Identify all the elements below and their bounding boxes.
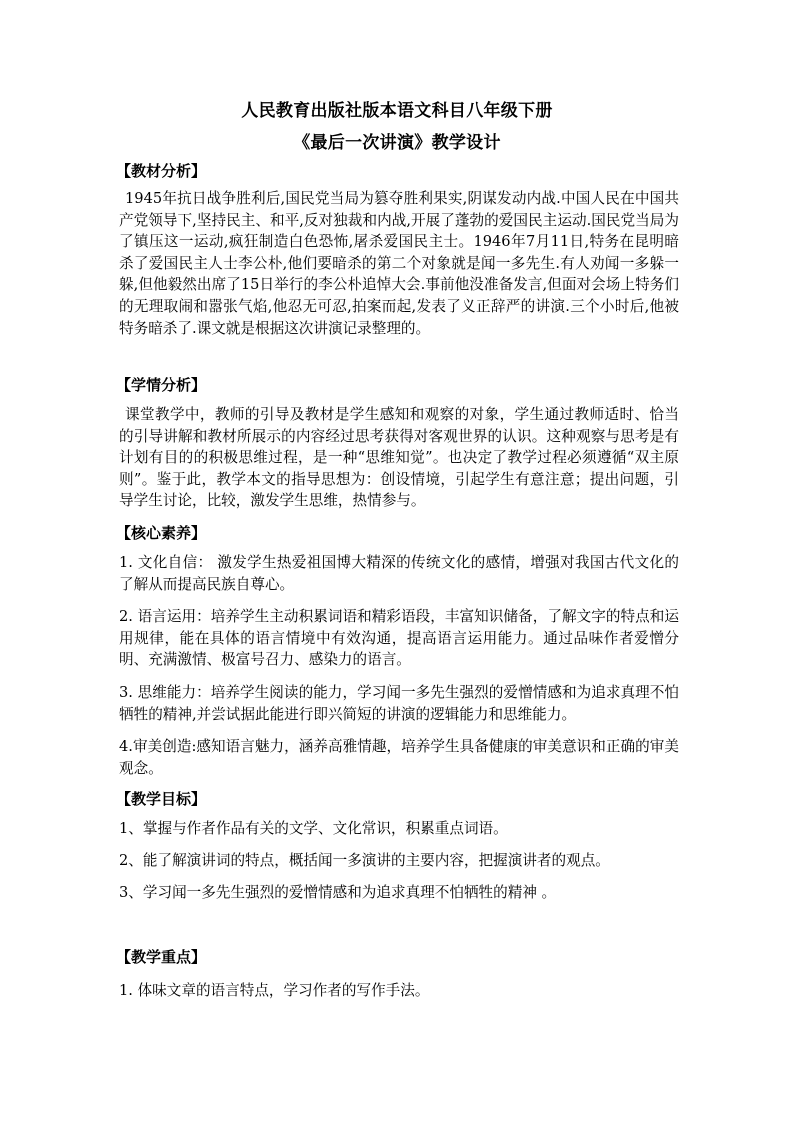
list-item-core-literacy-3: 3. 思维能力：培养学生阅读的能力，学习闻一多先生强烈的爱憎情感和为追求真理不怕牺牲的精神,并尝试据此能进行即兴简短的讲演的逻辑能力和思维能力。 xyxy=(119,684,679,723)
section-heading-textbook-analysis: 【教材分析】 xyxy=(116,162,207,180)
list-item-core-literacy-4: 4.审美创造:感知语言魅力，涵养高雅情趣，培养学生具备健康的审美意识和正确的审美观念。 xyxy=(119,738,679,777)
section-heading-teaching-goals: 【教学目标】 xyxy=(116,790,207,808)
paragraph-textbook-analysis: 1945年抗日战争胜利后,国民党当局为篡夺胜利果实,阴谋发动内战.中国人民在中国共产党领导下,坚持民主、和平,反对独裁和内战,开展了蓬勃的爱国民主运动.国民党当局为了镇压这一运动,疯狂制造白色恐怖,屠杀爱国民主士。1946年7月11日,特务在昆明暗杀了爱国民主人士李公朴,他们要暗杀的第二个对象就是闻一多先生.有人劝闻一多躲一躲,但他毅然出席了15日举行的李公朴追悼大会.事前他没准备发言,但面对会场上特务们的无理取闹和嚣张气焰,他忍无可忍,拍案而起,发表了义正辞严的讲演.三个小时后,他被特务暗杀了.课文就是根据这次讲演记录整理的。 xyxy=(119,190,679,337)
list-item-core-literacy-2: 2. 语言运用：培养学生主动积累词语和精彩语段，丰富知识储备，了解文字的特点和运用规律，能在具体的语言情境中有效沟通，提高语言运用能力。通过品味作者爱憎分明、充满激情、极富号召力、感染力的语言。 xyxy=(119,608,679,669)
document-subtitle: 《最后一次讲演》教学设计 xyxy=(293,133,501,153)
list-item-teaching-goal-2: 2、能了解演讲词的特点，概括闻一多演讲的主要内容，把握演讲者的观点。 xyxy=(119,852,610,869)
list-item-core-literacy-1: 1. 文化自信： 激发学生热爱祖国博大精深的传统文化的感情，增强对我国古代文化的了解从而提高民族自尊心。 xyxy=(119,554,679,593)
list-item-teaching-goal-1: 1、掌握与作者作品有关的文学、文化常识，积累重点词语。 xyxy=(119,820,508,837)
paragraph-learner-analysis: 课堂教学中，教师的引导及教材是学生感知和观察的对象，学生通过教师适时、恰当的引导讲解和教材所展示的内容经过思考获得对客观世界的认识。这种观察与思考是有计划有目的的积极思维过程，是一种“思维知觉”。也决定了教学过程必须遵循“双主原则”。鉴于此，教学本文的指导思想为：创设情境，引起学生有意注意；提出问题，引导学生讨论，比较，激发学生思维，热情参与。 xyxy=(119,406,679,510)
list-item-teaching-goal-3: 3、学习闻一多先生强烈的爱憎情感和为追求真理不怕牺牲的精神 。 xyxy=(119,884,557,901)
section-heading-learner-analysis: 【学情分析】 xyxy=(116,376,207,394)
section-heading-core-literacy: 【核心素养】 xyxy=(116,524,207,542)
list-item-teaching-focus-1: 1. 体味文章的语言特点，学习作者的写作手法。 xyxy=(119,982,430,999)
section-heading-teaching-focus: 【教学重点】 xyxy=(116,948,207,966)
document-title: 人民教育出版社版本语文科目八年级下册 xyxy=(241,101,553,121)
